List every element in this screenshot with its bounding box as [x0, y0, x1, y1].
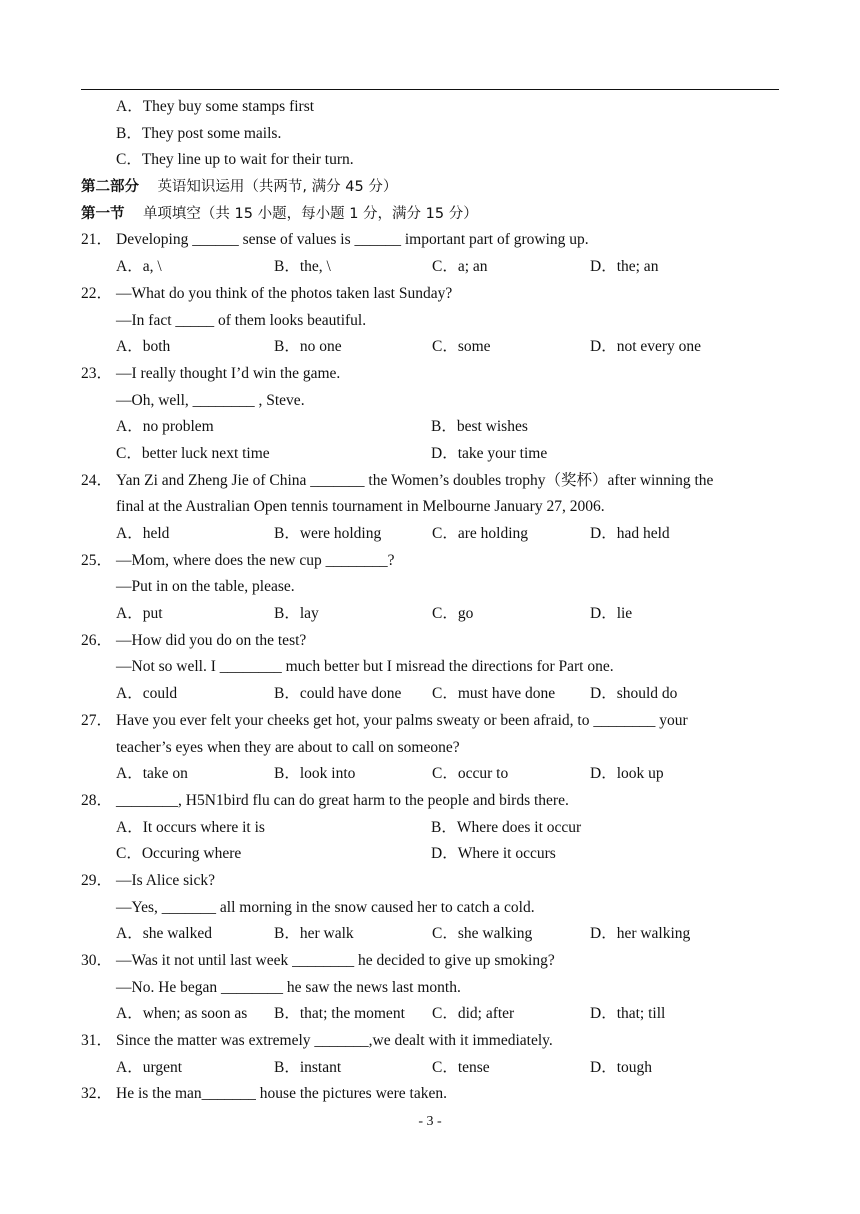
section-heading	[81, 201, 783, 228]
option-c: C．a; an	[432, 258, 488, 276]
question-25-reply: —Put in on the table, please.	[116, 578, 295, 596]
question-stem: Since the matter was extremely _______,we dealt with it immediately.	[116, 1032, 553, 1050]
question-stem: —How did you do on the test?	[116, 631, 307, 649]
options-23-cd	[81, 441, 783, 468]
options-23-ab	[81, 414, 783, 441]
part-title: 第二部分	[81, 179, 139, 196]
option-a: A．They buy some stamps first	[116, 98, 315, 115]
question-stem: —I really thought I’d win the game.	[116, 364, 341, 382]
option-c: C．go	[432, 605, 474, 623]
option-a: A．held	[116, 525, 170, 542]
header-rule	[81, 89, 779, 90]
question-number: 26．	[81, 631, 113, 649]
option-a: A．take on	[116, 765, 188, 783]
question-26	[81, 628, 783, 655]
option-b: B．They post some mails.	[116, 124, 282, 142]
options-24	[81, 521, 783, 548]
option-d: D．had held	[590, 525, 670, 542]
question-stem: —Is Alice sick?	[116, 871, 216, 889]
question-number: 23．	[81, 364, 113, 382]
option-d: D．tough	[590, 1058, 653, 1076]
options-29	[81, 921, 783, 948]
question-number: 27．	[81, 711, 113, 729]
option-c: C．must have done	[432, 685, 556, 703]
question-24-cont: final at the Australian Open tennis tournament in Melbourne January 27, 2006.	[116, 498, 605, 516]
option-c: C．Occuring where	[116, 845, 242, 863]
option-b: B．instant	[274, 1058, 342, 1076]
question-stem: —What do you think of the photos taken last Sunday?	[116, 284, 453, 302]
option-c: C．better luck next time	[116, 444, 270, 462]
page-number: - 3 -	[418, 1114, 442, 1129]
options-26	[81, 681, 783, 708]
options-31	[81, 1055, 783, 1082]
part-heading	[81, 174, 783, 201]
question-number: 28．	[81, 791, 113, 809]
question-27	[81, 708, 783, 735]
option-c: C．did; after	[432, 1005, 515, 1023]
option-a: A．could	[116, 685, 178, 703]
option-a: A．It occurs where it is	[116, 818, 265, 836]
section-title: 第一节	[81, 205, 125, 222]
option-b: B．Where does it occur	[431, 818, 582, 836]
question-stem: Developing ______ sense of values is ______ important part of growing up.	[116, 231, 589, 249]
question-number: 22．	[81, 284, 113, 302]
option-b: B．could have done	[274, 685, 402, 703]
question-number: 21．	[81, 231, 113, 249]
option-a: A．no problem	[116, 418, 214, 436]
question-30	[81, 948, 783, 975]
option-a: A．she walked	[116, 925, 212, 943]
option-a: A．both	[116, 338, 171, 356]
question-31	[81, 1028, 783, 1055]
question-number: 31．	[81, 1032, 113, 1050]
option-d: D．take your time	[431, 444, 548, 462]
options-22	[81, 334, 783, 361]
options-30	[81, 1001, 783, 1028]
part-desc: 英语知识运用（共两节, 满分 45 分）	[157, 179, 398, 196]
option-c: C．some	[432, 338, 491, 356]
option-d: D．not every one	[590, 338, 702, 356]
question-21	[81, 227, 783, 254]
question-26-reply: —Not so well. I ________ much better but I misread the directions for Part one.	[116, 658, 614, 676]
option-d: D．should do	[590, 685, 678, 703]
question-number: 29．	[81, 871, 113, 889]
option-d: D．that; till	[590, 1005, 666, 1023]
question-stem: He is the man_______ house the pictures were taken.	[116, 1085, 448, 1103]
option-b: B．no one	[274, 338, 342, 356]
options-25	[81, 601, 783, 628]
question-22-reply: —In fact _____ of them looks beautiful.	[116, 311, 367, 329]
option-a: A．urgent	[116, 1058, 183, 1076]
question-number: 32．	[81, 1085, 113, 1103]
question-32	[81, 1081, 783, 1108]
question-29-reply: —Yes, _______ all morning in the snow caused her to catch a cold.	[116, 898, 535, 916]
options-21	[81, 254, 783, 281]
question-24	[81, 468, 783, 495]
option-c: C．tense	[432, 1058, 490, 1076]
option-d: D．lie	[590, 605, 633, 623]
question-22	[81, 281, 783, 308]
option-b: B．the, \	[274, 258, 331, 276]
question-stem: —Was it not until last week ________ he decided to give up smoking?	[116, 952, 555, 969]
question-stem: Have you ever felt your cheeks get hot, your palms sweaty or been afraid, to ________ your	[116, 711, 688, 729]
option-d: D．the; an	[590, 258, 659, 276]
question-23-reply: —Oh, well, ________ , Steve.	[116, 391, 305, 409]
section-desc: 单项填空（共 15 小题，每小题 1 分，满分 15 分）	[142, 205, 478, 222]
option-c: C．They line up to wait for their turn.	[116, 151, 354, 169]
options-28-ab	[81, 815, 783, 842]
option-a: A．a, \	[116, 258, 162, 276]
question-number: 30．	[81, 952, 113, 969]
question-23	[81, 361, 783, 388]
question-stem: Yan Zi and Zheng Jie of China _______ the Women’s doubles trophy（奖杯）after winning the	[116, 471, 714, 489]
option-b: B．look into	[274, 765, 356, 783]
option-b: B．were holding	[274, 525, 382, 542]
question-number: 24．	[81, 471, 113, 489]
exam-page	[81, 94, 783, 1108]
question-29	[81, 868, 783, 895]
question-27-cont: teacher’s eyes when they are about to call on someone?	[116, 738, 460, 756]
question-30-reply: —No. He began ________ he saw the news last month.	[116, 978, 461, 996]
option-a: A．when; as soon as	[116, 1005, 248, 1023]
question-stem: ________, H5N1bird flu can do great harm to the people and birds there.	[116, 791, 569, 809]
option-d: D．look up	[590, 765, 664, 783]
option-d: D．her walking	[590, 925, 691, 943]
option-b: B．her walk	[274, 925, 354, 943]
question-stem: —Mom, where does the new cup ________?	[116, 551, 395, 569]
options-27	[81, 761, 783, 788]
options-28-cd	[81, 841, 783, 868]
option-d: D．Where it occurs	[431, 845, 556, 863]
option-b: B．lay	[274, 605, 319, 623]
question-number: 25．	[81, 551, 113, 569]
option-c: C．occur to	[432, 765, 509, 783]
question-28	[81, 788, 783, 815]
option-c: C．she walking	[432, 925, 533, 943]
option-b: B．best wishes	[431, 418, 528, 436]
option-b: B．that; the moment	[274, 1005, 405, 1023]
option-a: A．put	[116, 605, 163, 623]
question-25	[81, 548, 783, 575]
option-c: C．are holding	[432, 525, 528, 542]
